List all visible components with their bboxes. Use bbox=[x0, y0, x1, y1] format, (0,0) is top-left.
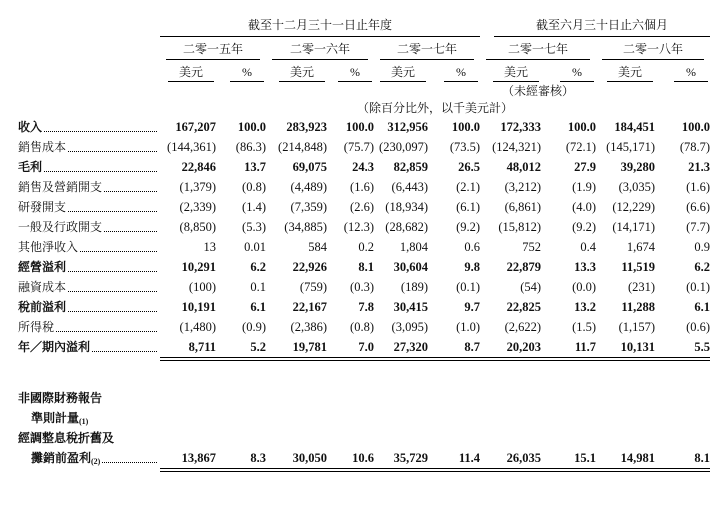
cell-value: (1,480) bbox=[179, 320, 216, 334]
cell-value: 6.2 bbox=[250, 260, 266, 274]
cell-value: 27.9 bbox=[574, 160, 597, 174]
cell-value: 48,012 bbox=[506, 160, 542, 174]
double-rule-row bbox=[18, 467, 710, 474]
cell-value: (0.1) bbox=[456, 280, 481, 294]
row-label: 銷售及營銷開支 bbox=[18, 180, 103, 194]
cell-value: (12,229) bbox=[612, 200, 656, 214]
cell-value: 6.2 bbox=[694, 260, 711, 274]
double-rule bbox=[655, 357, 710, 361]
cell-value: (0.8) bbox=[350, 320, 374, 334]
cell-value: (9.2) bbox=[456, 220, 481, 234]
cell-value bbox=[266, 427, 327, 447]
cell-value bbox=[216, 427, 266, 447]
table-row bbox=[18, 336, 710, 356]
table-row bbox=[18, 136, 710, 156]
row-label-cell bbox=[18, 447, 160, 467]
units-note-row bbox=[18, 99, 710, 116]
dot-leader bbox=[102, 462, 157, 463]
cell-value: (759) bbox=[299, 280, 327, 294]
cell-value: (78.7) bbox=[679, 140, 711, 154]
cell-value bbox=[480, 427, 541, 447]
cell-value: 100.0 bbox=[567, 120, 597, 134]
double-rule bbox=[327, 357, 374, 361]
double-rule bbox=[596, 357, 655, 361]
cell-value: (3,212) bbox=[504, 180, 542, 194]
cell-value: (28,682) bbox=[385, 220, 428, 234]
table-row bbox=[18, 276, 710, 296]
cell-value bbox=[216, 407, 266, 427]
cell-value: (144,361) bbox=[167, 140, 216, 154]
cell-value: (189) bbox=[400, 280, 428, 294]
dot-leader bbox=[104, 231, 157, 232]
cell-value: 1,804 bbox=[399, 240, 428, 254]
cell-value: 9.8 bbox=[464, 260, 481, 274]
cell-value: 100.0 bbox=[681, 120, 711, 134]
row-label-cell bbox=[18, 116, 160, 136]
dot-leader bbox=[56, 331, 157, 332]
cell-value: 20,203 bbox=[506, 340, 542, 354]
spacer-row bbox=[18, 363, 710, 387]
group-header-annual-label: 截至十二月三十一日止年度 bbox=[248, 18, 393, 32]
cell-value: 10,131 bbox=[620, 340, 656, 354]
cell-value bbox=[374, 427, 428, 447]
cell-value: 6.1 bbox=[694, 300, 711, 314]
dot-leader bbox=[68, 151, 157, 152]
cell-value: 10,291 bbox=[181, 260, 216, 274]
dot-leader bbox=[68, 211, 157, 212]
cell-value: 11,288 bbox=[621, 300, 656, 314]
row-label-cell bbox=[18, 296, 160, 316]
row-label-cell bbox=[18, 176, 160, 196]
table-row bbox=[18, 196, 710, 216]
cell-value: 11.7 bbox=[574, 340, 597, 354]
group-header-interim bbox=[480, 16, 710, 37]
cell-value: (2,339) bbox=[179, 200, 216, 214]
row-label-cell bbox=[18, 316, 160, 336]
double-rule bbox=[374, 357, 428, 361]
cell-value: 9.7 bbox=[464, 300, 481, 314]
cell-value: (12.3) bbox=[343, 220, 374, 234]
row-label: 攤銷前盈利 bbox=[31, 451, 92, 465]
cell-value: 35,729 bbox=[393, 451, 428, 465]
double-rule bbox=[596, 468, 655, 472]
cell-value: 10.6 bbox=[352, 451, 374, 465]
row-label: 一般及行政開支 bbox=[18, 220, 103, 234]
cell-value: (1,157) bbox=[618, 320, 656, 334]
row-label-cell bbox=[18, 387, 160, 407]
cell-value: (0.1) bbox=[686, 280, 711, 294]
dot-leader bbox=[44, 171, 157, 172]
cell-value: 22,926 bbox=[292, 260, 327, 274]
table-row bbox=[18, 156, 710, 176]
cell-value: 19,781 bbox=[292, 340, 327, 354]
table-row bbox=[18, 116, 710, 136]
cell-value: (5.3) bbox=[242, 220, 266, 234]
cell-value bbox=[655, 427, 710, 447]
cell-value: 8,711 bbox=[188, 340, 216, 354]
cell-value: (54) bbox=[520, 280, 542, 294]
unit-pct-header: % bbox=[216, 60, 266, 82]
row-label: 毛利 bbox=[18, 160, 43, 174]
cell-value: 30,604 bbox=[393, 260, 428, 274]
cell-value: 0.6 bbox=[464, 240, 481, 254]
cell-value: 8.3 bbox=[250, 451, 266, 465]
double-rule bbox=[327, 468, 374, 472]
row-label-cell bbox=[18, 256, 160, 276]
cell-value bbox=[374, 407, 428, 427]
row-label: 所得稅 bbox=[18, 320, 55, 334]
cell-value bbox=[160, 427, 216, 447]
cell-value bbox=[480, 407, 541, 427]
cell-value bbox=[428, 427, 480, 447]
year-header-2015: 二零一五年 bbox=[160, 37, 266, 60]
cell-value: (6,861) bbox=[504, 200, 542, 214]
cell-value: (0.6) bbox=[686, 320, 711, 334]
unaudited-note: （未經審核） bbox=[502, 84, 575, 98]
unit-pct-header: % bbox=[428, 60, 480, 82]
cell-value: 13,867 bbox=[181, 451, 216, 465]
table-row bbox=[18, 427, 710, 447]
cell-value: 8.7 bbox=[464, 340, 481, 354]
double-rule bbox=[216, 468, 266, 472]
row-label-cell bbox=[18, 136, 160, 156]
row-label: 非國際財務報告 bbox=[18, 391, 103, 405]
cell-value bbox=[596, 407, 655, 427]
table-row bbox=[18, 176, 710, 196]
double-rule bbox=[480, 357, 541, 361]
table-body bbox=[18, 116, 710, 474]
unit-pct-header: % bbox=[327, 60, 374, 82]
cell-value: (230,097) bbox=[379, 140, 428, 154]
table-row bbox=[18, 256, 710, 276]
cell-value: (3,035) bbox=[618, 180, 656, 194]
cell-value: (124,321) bbox=[492, 140, 542, 154]
year-header-2017: 二零一七年 bbox=[374, 37, 480, 60]
cell-value: 0.2 bbox=[358, 240, 374, 254]
row-label-cell bbox=[18, 216, 160, 236]
cell-value: (1.9) bbox=[572, 180, 597, 194]
row-label-cell bbox=[18, 156, 160, 176]
row-label: 準則計量 bbox=[31, 411, 80, 425]
cell-value: 15.1 bbox=[574, 451, 597, 465]
cell-value: 10,191 bbox=[181, 300, 216, 314]
cell-value bbox=[374, 387, 428, 407]
cell-value: 0.4 bbox=[580, 240, 597, 254]
cell-value: (214,848) bbox=[278, 140, 327, 154]
double-rule bbox=[266, 468, 327, 472]
cell-value: 584 bbox=[308, 240, 327, 254]
cell-value: 0.01 bbox=[244, 240, 266, 254]
cell-value: (2.6) bbox=[350, 200, 374, 214]
cell-value: (2.1) bbox=[456, 180, 481, 194]
footnote-ref: (2) bbox=[91, 457, 101, 466]
double-rule bbox=[216, 357, 266, 361]
cell-value: 100.0 bbox=[345, 120, 374, 134]
row-label-cell bbox=[18, 427, 160, 447]
row-label: 經調整息稅折舊及 bbox=[18, 431, 115, 445]
cell-value: 11.4 bbox=[458, 451, 481, 465]
table-row bbox=[18, 236, 710, 256]
cell-value: 22,846 bbox=[181, 160, 216, 174]
cell-value: 26.5 bbox=[458, 160, 481, 174]
cell-value: 22,825 bbox=[506, 300, 542, 314]
cell-value: (15,812) bbox=[498, 220, 542, 234]
table-row bbox=[18, 296, 710, 316]
year-header-2017-interim: 二零一七年 bbox=[480, 37, 596, 60]
row-label-cell bbox=[18, 236, 160, 256]
cell-value: (34,885) bbox=[284, 220, 327, 234]
cell-value: (86.3) bbox=[235, 140, 266, 154]
group-header-annual bbox=[160, 16, 480, 37]
cell-value: 82,859 bbox=[393, 160, 428, 174]
cell-value bbox=[541, 427, 596, 447]
cell-value bbox=[428, 387, 480, 407]
year-header-row bbox=[18, 37, 710, 60]
cell-value: 14,981 bbox=[620, 451, 656, 465]
year-header-2016: 二零一六年 bbox=[266, 37, 374, 60]
cell-value: 13 bbox=[203, 240, 216, 254]
row-label: 研發開支 bbox=[18, 200, 67, 214]
cell-value: 172,333 bbox=[500, 120, 542, 134]
cell-value: 13.2 bbox=[574, 300, 597, 314]
cell-value: 13.7 bbox=[244, 160, 266, 174]
cell-value bbox=[541, 407, 596, 427]
cell-value: (3,095) bbox=[391, 320, 428, 334]
double-rule bbox=[655, 468, 710, 472]
cell-value bbox=[327, 387, 374, 407]
cell-value: 7.8 bbox=[358, 300, 374, 314]
row-label: 其他淨收入 bbox=[18, 240, 79, 254]
double-rule bbox=[541, 468, 596, 472]
unit-usd-header: 美元 bbox=[160, 60, 216, 82]
cell-value: 6.1 bbox=[250, 300, 266, 314]
cell-value: (100) bbox=[188, 280, 216, 294]
double-rule bbox=[541, 357, 596, 361]
group-header-interim-label: 截至六月三十日止六個月 bbox=[536, 18, 669, 32]
financial-table bbox=[18, 16, 710, 474]
cell-value: (231) bbox=[627, 280, 656, 294]
cell-value: 752 bbox=[522, 240, 542, 254]
row-label-cell bbox=[18, 336, 160, 356]
cell-value: 0.1 bbox=[250, 280, 266, 294]
unit-usd-header: 美元 bbox=[266, 60, 327, 82]
cell-value: 5.5 bbox=[694, 340, 711, 354]
footnote-ref: (1) bbox=[79, 417, 89, 426]
cell-value: 167,207 bbox=[175, 120, 216, 134]
cell-value: (1.4) bbox=[242, 200, 266, 214]
cell-value: (1.6) bbox=[686, 180, 711, 194]
table-row bbox=[18, 387, 710, 407]
dot-leader bbox=[68, 291, 157, 292]
dot-leader bbox=[92, 351, 157, 352]
group-header-row bbox=[18, 16, 710, 37]
cell-value bbox=[596, 427, 655, 447]
unit-header-row bbox=[18, 60, 710, 82]
double-rule bbox=[428, 468, 480, 472]
cell-value: (75.7) bbox=[343, 140, 374, 154]
cell-value bbox=[327, 407, 374, 427]
dot-leader bbox=[80, 251, 157, 252]
cell-value: (1,379) bbox=[179, 180, 216, 194]
cell-value: 24.3 bbox=[352, 160, 374, 174]
double-rule bbox=[160, 357, 216, 361]
table-row bbox=[18, 216, 710, 236]
cell-value: 184,451 bbox=[614, 120, 656, 134]
cell-value: (4.0) bbox=[572, 200, 597, 214]
cell-value: 8.1 bbox=[694, 451, 711, 465]
cell-value: (2,386) bbox=[290, 320, 327, 334]
double-rule-row bbox=[18, 356, 710, 363]
cell-value: (0.3) bbox=[350, 280, 374, 294]
cell-value: (9.2) bbox=[572, 220, 597, 234]
cell-value: 5.2 bbox=[250, 340, 266, 354]
cell-value: 7.0 bbox=[358, 340, 374, 354]
cell-value: 22,879 bbox=[506, 260, 542, 274]
cell-value: (145,171) bbox=[606, 140, 656, 154]
table-row bbox=[18, 407, 710, 427]
cell-value: (6.6) bbox=[686, 200, 711, 214]
row-label: 收入 bbox=[18, 120, 43, 134]
cell-value bbox=[266, 387, 327, 407]
row-label: 年／期內溢利 bbox=[18, 340, 91, 354]
cell-value bbox=[541, 387, 596, 407]
unit-usd-header: 美元 bbox=[480, 60, 541, 82]
cell-value: (73.5) bbox=[449, 140, 481, 154]
cell-value bbox=[160, 407, 216, 427]
double-rule bbox=[266, 357, 327, 361]
cell-value bbox=[480, 387, 541, 407]
cell-value: 27,320 bbox=[393, 340, 428, 354]
cell-value: 22,167 bbox=[292, 300, 327, 314]
units-note: （除百分比外，以千美元計） bbox=[357, 101, 514, 115]
corner-cell bbox=[18, 16, 160, 37]
cell-value: 11,519 bbox=[621, 260, 656, 274]
cell-value: 26,035 bbox=[506, 451, 542, 465]
cell-value: 30,050 bbox=[292, 451, 327, 465]
cell-value: 100.0 bbox=[237, 120, 266, 134]
cell-value bbox=[596, 387, 655, 407]
cell-value: (14,171) bbox=[612, 220, 656, 234]
cell-value: 69,075 bbox=[292, 160, 327, 174]
cell-value: (2,622) bbox=[504, 320, 542, 334]
cell-value: 30,415 bbox=[393, 300, 428, 314]
double-rule bbox=[480, 468, 541, 472]
cell-value: 21.3 bbox=[688, 160, 711, 174]
cell-value bbox=[428, 407, 480, 427]
unit-pct-header: % bbox=[541, 60, 596, 82]
cell-value: 39,280 bbox=[620, 160, 656, 174]
cell-value bbox=[327, 427, 374, 447]
cell-value: 1,674 bbox=[626, 240, 656, 254]
unit-usd-header: 美元 bbox=[596, 60, 655, 82]
dot-leader bbox=[68, 271, 157, 272]
cell-value bbox=[266, 407, 327, 427]
cell-value: (1.0) bbox=[456, 320, 481, 334]
cell-value: 283,923 bbox=[286, 120, 327, 134]
cell-value: (6,443) bbox=[391, 180, 428, 194]
cell-value: 0.9 bbox=[694, 240, 711, 254]
dot-leader bbox=[68, 311, 157, 312]
double-rule bbox=[428, 357, 480, 361]
cell-value bbox=[655, 387, 710, 407]
cell-value: 312,956 bbox=[387, 120, 428, 134]
cell-value bbox=[655, 407, 710, 427]
row-label: 融資成本 bbox=[18, 280, 67, 294]
cell-value: (1.5) bbox=[572, 320, 597, 334]
row-label: 稅前溢利 bbox=[18, 300, 67, 314]
cell-value: (7,359) bbox=[290, 200, 327, 214]
unaudited-note-row bbox=[18, 82, 710, 99]
year-header-2018-interim: 二零一八年 bbox=[596, 37, 710, 60]
cell-value: (72.1) bbox=[565, 140, 597, 154]
row-label-cell bbox=[18, 276, 160, 296]
dot-leader bbox=[44, 131, 157, 132]
row-label: 銷售成本 bbox=[18, 140, 67, 154]
double-rule bbox=[374, 468, 428, 472]
row-label: 經營溢利 bbox=[18, 260, 67, 274]
cell-value: 13.3 bbox=[574, 260, 597, 274]
unit-pct-header: % bbox=[655, 60, 710, 82]
row-label-cell bbox=[18, 196, 160, 216]
table-row bbox=[18, 447, 710, 467]
cell-value: (0.0) bbox=[572, 280, 597, 294]
cell-value: (7.7) bbox=[686, 220, 711, 234]
cell-value: (1.6) bbox=[350, 180, 374, 194]
row-label-cell bbox=[18, 407, 160, 427]
cell-value: (8,850) bbox=[179, 220, 216, 234]
cell-value: 100.0 bbox=[451, 120, 481, 134]
cell-value: (18,934) bbox=[385, 200, 428, 214]
table-row bbox=[18, 316, 710, 336]
cell-value: (4,489) bbox=[290, 180, 327, 194]
cell-value bbox=[216, 387, 266, 407]
cell-value bbox=[160, 387, 216, 407]
double-rule bbox=[160, 468, 216, 472]
cell-value: 8.1 bbox=[358, 260, 374, 274]
cell-value: (0.9) bbox=[242, 320, 266, 334]
cell-value: (0.8) bbox=[242, 180, 266, 194]
unit-usd-header: 美元 bbox=[374, 60, 428, 82]
cell-value: (6.1) bbox=[456, 200, 481, 214]
dot-leader bbox=[104, 191, 157, 192]
